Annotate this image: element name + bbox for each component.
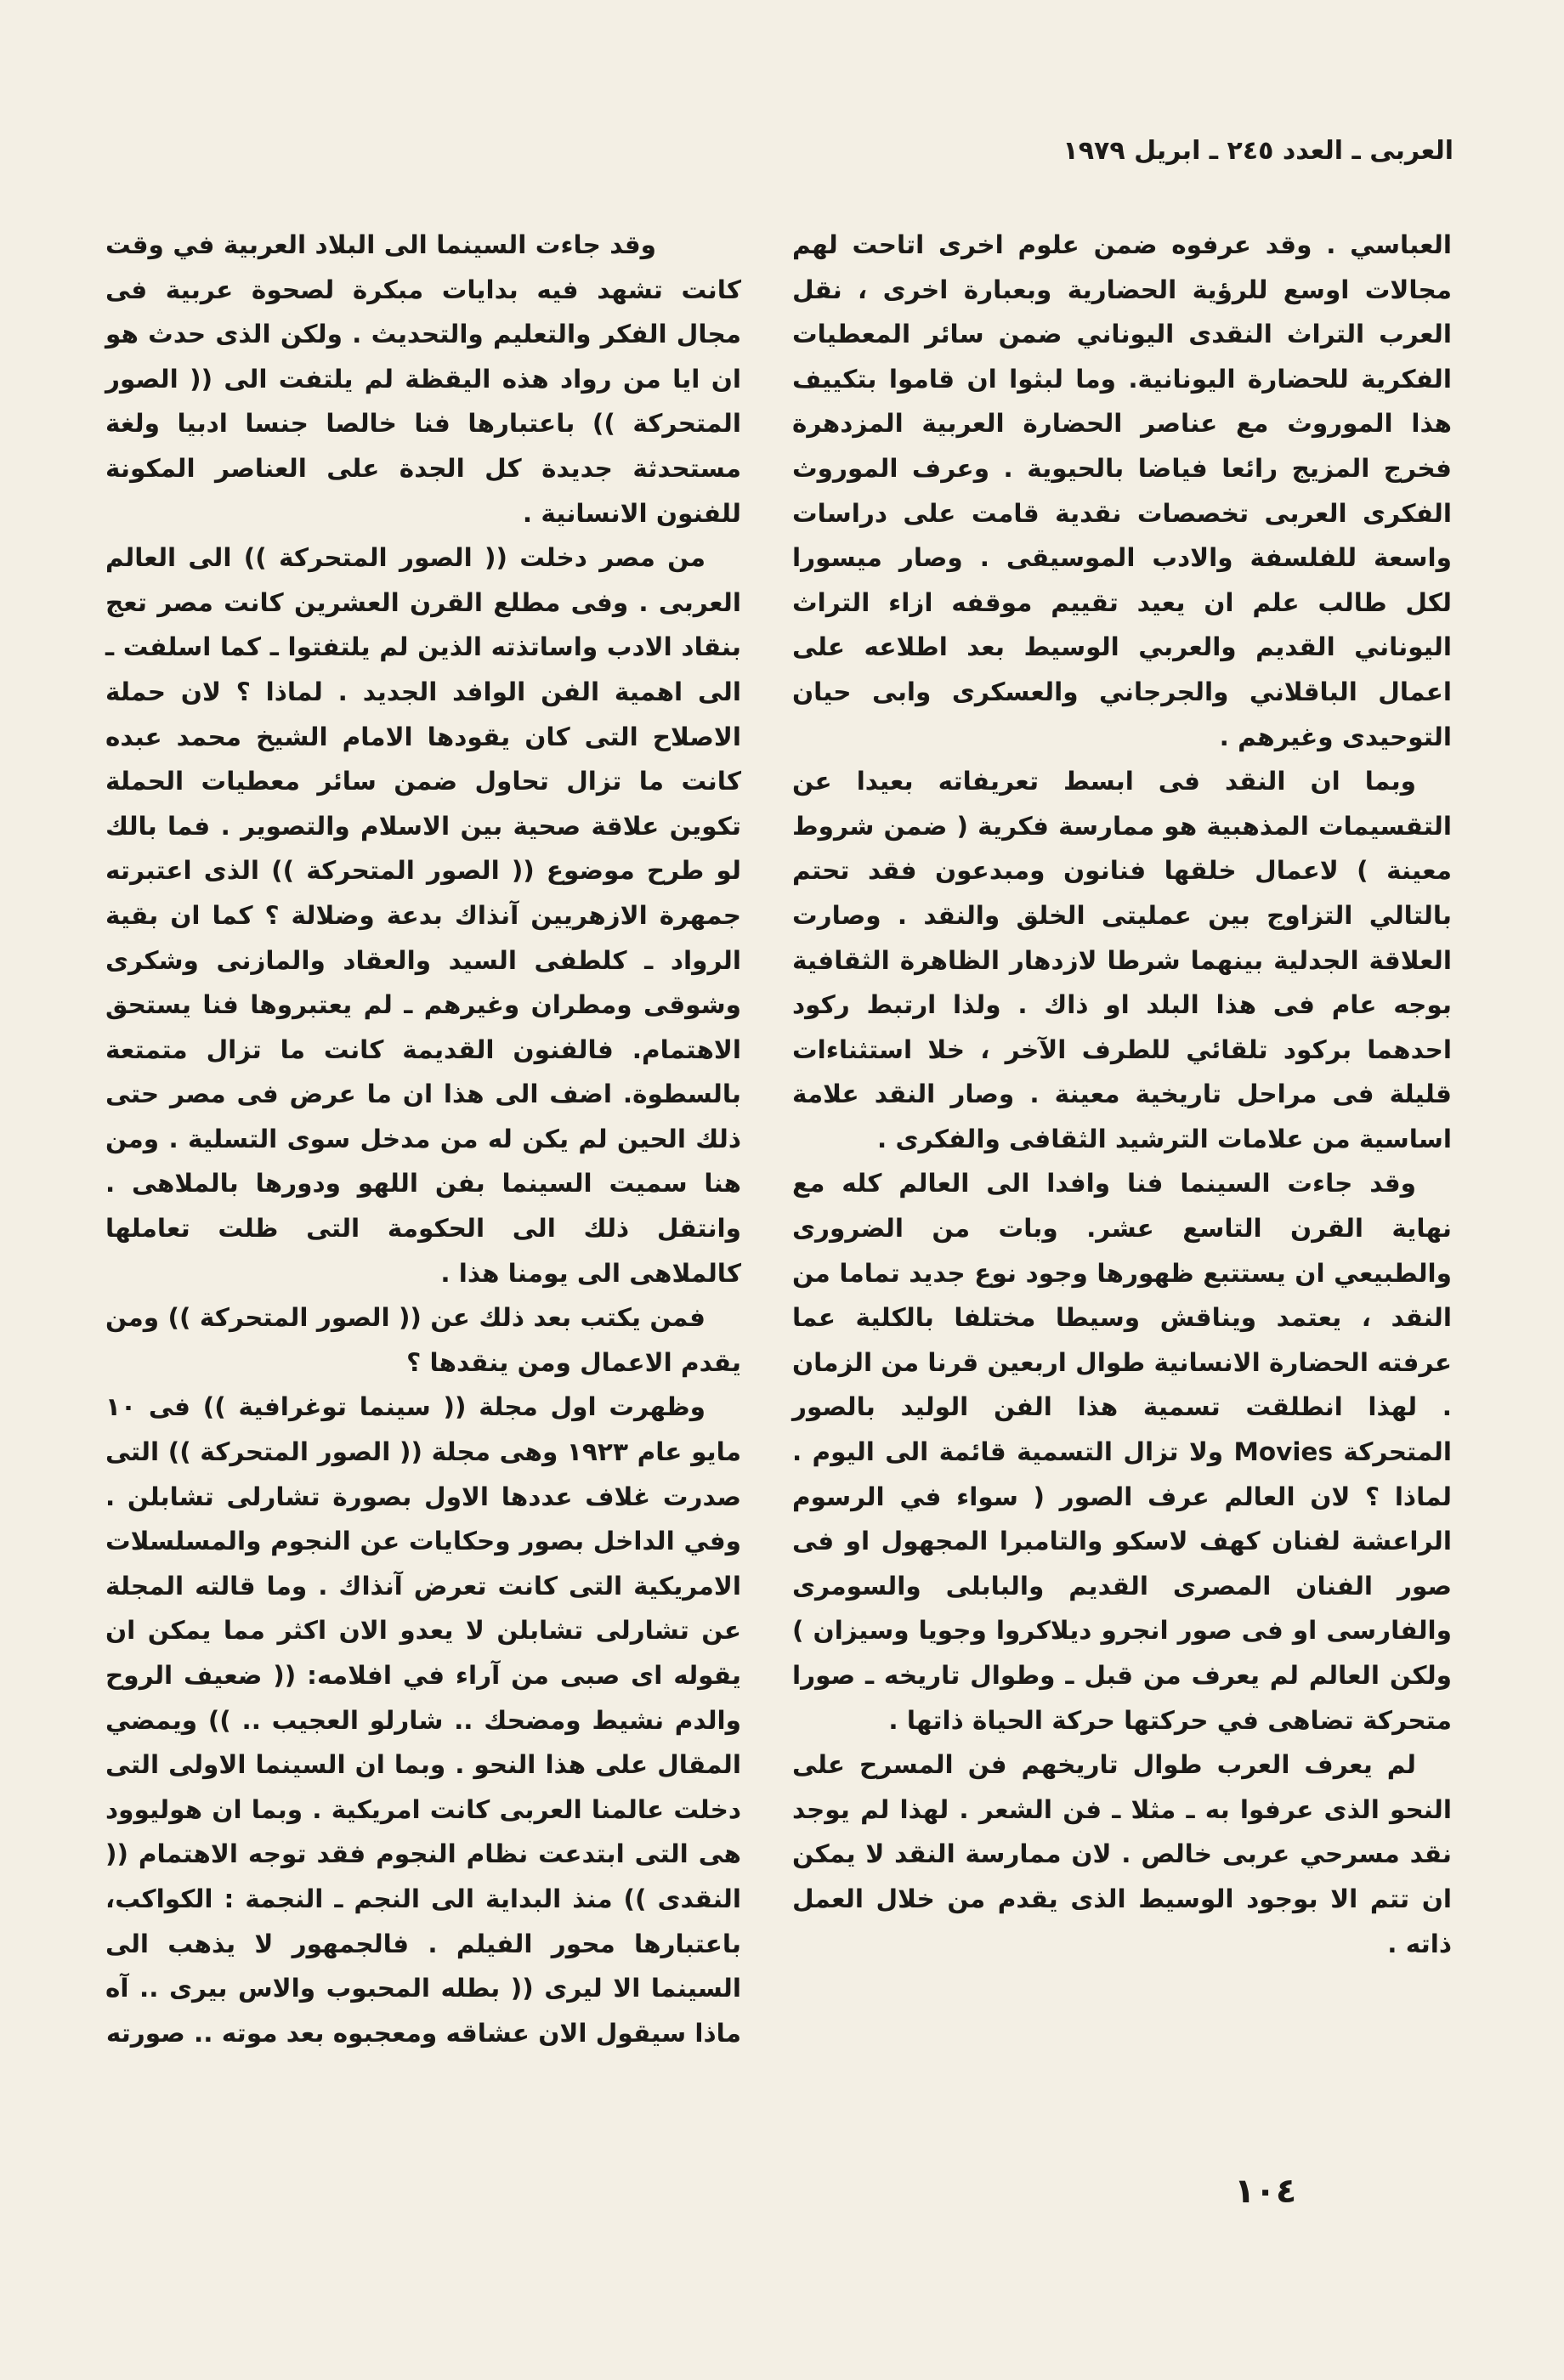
paragraph-6: من مصر دخلت (( الصور المتحركة )) الى العالم العربى . وفى مطلع القرن العشرين كانت مصر تعج بنقاد الادب واساتذته الذين لم يلتفتوا ـ كما اسلفت ـ الى اهمية الفن الوافد الجديد . لماذا ؟ لان حملة الاصلاح التى كان يقودها الامام الشيخ محمد عبده كانت ما تزال تحاول ضمن سائر معطيات الحملة تكوين علاقة صحية بين الاسلام والتصوير . فما بالك لو طرح موضوع (( الصور المتحركة )) الذى اعتبرته جمهرة الازهريين آنذاك بدعة وضلالة ؟ كما ان بقية الرواد ـ كلطفى السيد والعقاد والمازنى وشكرى وشوقى ومطران وغيرهم ـ لم يعتبروها فنا يستحق الاهتمام. فالفنون القديمة كانت ما تزال متمتعة بالسطوة. اضف الى هذا ان ما عرض فى مصر حتى ذلك الحين لم يكن له من مدخل سوى التسلية . ومن هنا سميت السينما بفن اللهو ودورها بالملاهى . وانتقل ذلك الى الحكومة التى ظلت تعاملها كالملاهى الى يومنا هذا . <box>105 543 741 1288</box>
article-column-right <box>792 223 1452 1966</box>
paragraph-5: وقد جاءت السينما الى البلاد العربية في وقت كانت تشهد فيه بدايات مبكرة لصحوة عربية فى مجال الفكر والتعليم والتحديث . ولكن الذى حدث هو ان ايا من رواد هذه اليقظة لم يلتفت الى (( الصور المتحركة )) باعتبارها فنا خالصا جنسا ادبيا ولغة مستحدثة جديدة كل الجدة على العناصر المكونة للفنون الانسانية . <box>105 230 741 528</box>
paragraph-1: العباسي . وقد عرفوه ضمن علوم اخرى اتاحت لهم مجالات اوسع للرؤية الحضارية وبعبارة اخرى ، نقل العرب التراث النقدى اليوناني ضمن سائر المعطيات الفكرية للحضارة اليونانية. وما لبثوا ان قاموا بتكييف هذا الموروث مع عناصر الحضارة العربية المزدهرة فخرج المزيج رائعا فياضا بالحيوية . وعرف الموروث الفكرى العربى تخصصات نقدية قامت على دراسات واسعة للفلسفة والادب الموسيقى . وصار ميسورا لكل طالب علم ان يعيد تقييم موقفه ازاء التراث اليوناني القديم والعربي الوسيط بعد اطلاعه على اعمال الباقلاني والجرجاني والعسكرى وابى حيان التوحيدى وغيرهم . <box>792 230 1452 751</box>
paragraph-3: وقد جاءت السينما فنا وافدا الى العالم كله مع نهاية القرن التاسع عشر. وبات من الضرورى والطبيعي ان يستتبع ظهورها وجود نوع جديد تماما من النقد ، يعتمد ويناقش وسيطا مختلفا بالكلية عما عرفته الحضارة الانسانية طوال اربعين قرنا من الزمان . لهذا انطلقت تسمية هذا الفن الوليد بالصور المتحركة Movies ولا تزال التسمية قائمة الى اليوم . لماذا ؟ لان العالم عرف الصور ( سواء في الرسوم الراعشة لفنان كهف لاسكو والتامبرا المجهول او فى صور الفنان المصرى القديم والبابلى والسومرى والفارسى او فى صور انجرو ديلاكروا وجويا وسيزان ) ولكن العالم لم يعرف من قبل ـ وطوال تاريخه ـ صورا متحركة تضاهى في حركتها حركة الحياة ذاتها . <box>792 1169 1452 1735</box>
page-number: ١٠٤ <box>1234 2172 1297 2211</box>
paragraph-4: لم يعرف العرب طوال تاريخهم فن المسرح على النحو الذى عرفوا به ـ مثلا ـ فن الشعر . لهذا لم يوجد نقد مسرحي عربى خالص . لان ممارسة النقد لا يمكن ان تتم الا بوجود الوسيط الذى يقدم من خلال العمل ذاته . <box>792 1750 1452 1958</box>
running-head: العربى ـ العدد ٢٤٥ ـ ابريل ١٩٧٩ <box>1062 136 1454 166</box>
paragraph-8: وظهرت اول مجلة (( سينما توغرافية )) فى ١٠ مايو عام ١٩٢٣ وهى مجلة (( الصور المتحركة )) التى صدرت غلاف عددها الاول بصورة تشارلى تشابلن . وفي الداخل بصور وحكايات عن النجوم والمسلسلات الامريكية التى كانت تعرض آنذاك . وما قالته المجلة عن تشارلى تشابلن لا يعدو الان اكثر مما يمكن ان يقوله اى صبى من آراء في افلامه: (( ضعيف الروح والدم نشيط ومضحك .. شارلو العجيب .. )) ويمضي المقال على هذا النحو . وبما ان السينما الاولى التى دخلت عالمنا العربى كانت امريكية . وبما ان هوليوود هى التى ابتدعت نظام النجوم فقد توجه الاهتمام (( النقدى )) منذ البداية الى النجم ـ النجمة : الكواكب، باعتبارها محور الفيلم . فالجمهور لا يذهب الى السينما الا ليرى (( بطله المحبوب والاس بيرى .. آه ماذا سيقول الان عشاقه ومعجبوه بعد موته .. صورته <box>105 1392 741 2048</box>
paragraph-7: فمن يكتب بعد ذلك عن (( الصور المتحركة )) ومن يقدم الاعمال ومن ينقدها ؟ <box>105 1303 741 1377</box>
paragraph-2: وبما ان النقد فى ابسط تعريفاته بعيدا عن التقسيمات المذهبية هو ممارسة فكرية ( ضمن شروط معينة ) لاعمال خلقها فنانون ومبدعون فقد تحتم بالتالي التزاوج بين عمليتى الخلق والنقد . وصارت العلاقة الجدلية بينهما شرطا لازدهار الظاهرة الثقافية بوجه عام فى هذا البلد او ذاك . ولذا ارتبط ركود احدهما بركود تلقائي للطرف الآخر ، خلا استثناءات قليلة فى مراحل تاريخية معينة . وصار النقد علامة اساسية من علامات الترشيد الثقافى والفكرى . <box>792 767 1452 1153</box>
article-column-left <box>105 223 741 2055</box>
